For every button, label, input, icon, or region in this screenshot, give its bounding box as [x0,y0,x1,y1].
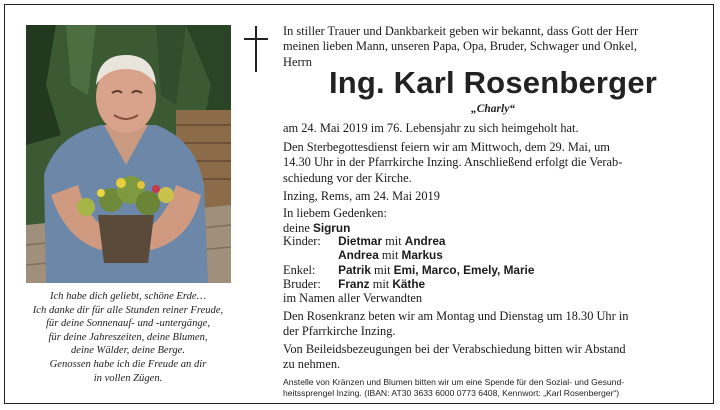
donation-line: Anstelle von Kränzen und Blumen bitten wir um eine Spende für den Sozial- und Gesund- [283,377,625,387]
death-line: am 24. Mai 2019 im 76. Lebensjahr zu sich heimgeholt hat. [283,121,579,135]
grandchildren-b: Emi, Marco, Emely, Marie [393,263,535,277]
grandchild-a: Patrik [338,263,371,277]
children-row-2 [283,248,443,263]
intro-line: In stiller Trauer und Dankbarkeit geben wir bekannt, dass Gott der Herr [283,24,639,38]
service-text [283,140,622,186]
poem-line: Genossen habe ich die Freude an dir [49,358,207,370]
rosary-line: Den Rosenkranz beten wir am Montag und Dienstag um 18.30 Uhr in [283,309,629,323]
rosary-text [283,309,629,340]
children-label: Kinder: [283,234,321,248]
nickname: „Charly“ [470,103,516,115]
condolence-text [283,342,626,373]
cross-icon [241,26,271,72]
poem-line: deine Wälder, deine Berge. [70,345,186,357]
poem-line: Ich habe dich geliebt, schöne Erde… [49,291,207,302]
wife-prefix: deine [283,221,310,235]
grandchild-mit: mit [374,263,391,277]
poem-line: für deine Jahreszeiten, deine Blumen, [48,331,208,343]
memory-label: In liebem Gedenken: [283,206,387,220]
poem [22,290,234,385]
wife-name: Sigrun [312,221,351,235]
child-name: Andrea [338,248,379,262]
donation-text [283,377,703,399]
deceased-name: Ing. Karl Rosenberger [328,65,658,100]
child-partner: Andrea [404,234,446,248]
child-mit: mit [381,248,399,262]
poem-line: in vollen Zügen. [93,372,163,384]
intro-line: meinen lieben Mann, unseren Papa, Opa, Bruder, Schwager und Onkel, [283,39,637,54]
brother-partner: Käthe [392,277,426,291]
intro-text [283,24,703,70]
condolence-line: Von Beileidsbezeugungen bei der Verabschiedung bitten wir Abstand [283,342,626,356]
grandchildren-label: Enkel: [283,263,316,277]
portrait-photo [26,25,231,283]
brother-label: Bruder: [283,277,321,291]
poem-line: Ich danke dir für alle Stunden reiner Freude, [32,304,224,316]
place-date: Inzing, Rems, am 24. Mai 2019 [283,189,440,203]
donation-line: heitssprengel Inzing. (IBAN: AT30 3633 6000 0773 6408, Kennwort: „Karl Rosenberger“) [283,388,620,398]
service-line: schiedung vor der Kirche. [283,170,412,185]
brother-mit: mit [372,277,390,291]
service-line: Den Sterbegottesdienst feiern wir am Mittwoch, dem 29. Mai, um [283,140,610,154]
service-line: 14.30 Uhr in der Pfarrkirche Inzing. Anschließend erfolgt die Verab- [283,155,623,170]
child-name: Dietmar [338,234,383,248]
child-mit: mit [385,234,402,248]
intro-line: Herrn [283,54,312,69]
poem-line: für deine Sonnenauf- und -untergänge, [45,318,211,330]
brother-name: Franz [338,277,370,291]
condolence-line: zu nehmen. [283,357,341,372]
rosary-line: der Pfarrkirche Inzing. [283,324,396,339]
relatives-line: im Namen aller Verwandten [283,291,423,305]
child-partner: Markus [401,248,443,262]
